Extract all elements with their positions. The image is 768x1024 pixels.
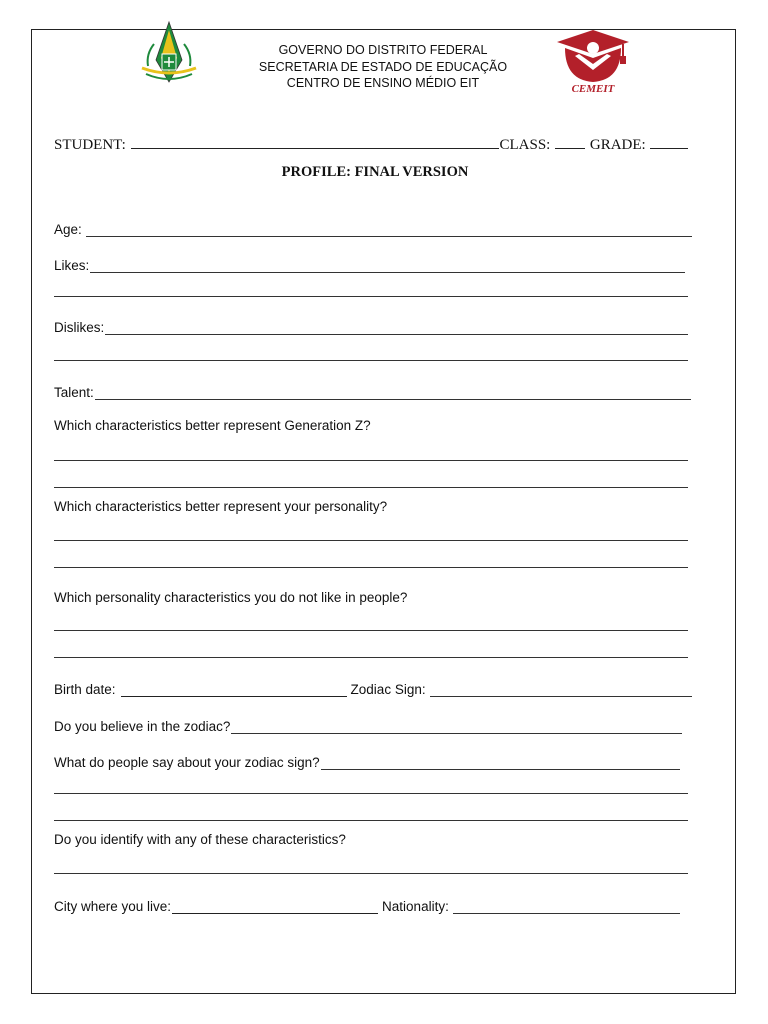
believe-zodiac-field[interactable] — [231, 720, 682, 734]
believe-zodiac-row — [54, 716, 682, 734]
generation-z-answer-line-1[interactable] — [54, 460, 688, 461]
header-line-2: SECRETARIA DE ESTADO DE EDUCAÇÃO — [258, 59, 508, 74]
people-say-zodiac-label: What do people say about your zodiac sign? — [54, 755, 320, 770]
zodiac-sign-field[interactable] — [430, 683, 692, 697]
zodiac-sign-label: Zodiac Sign: — [350, 682, 426, 697]
header-line-1: GOVERNO DO DISTRITO FEDERAL — [278, 43, 488, 57]
personality-answer-line-1[interactable] — [54, 540, 688, 541]
age-row — [54, 219, 692, 237]
dislikes-row — [54, 317, 688, 335]
people-say-answer-line-2[interactable] — [54, 820, 688, 821]
class-field[interactable] — [555, 136, 585, 149]
question-personality: Which characteristics better represent your personality? — [54, 499, 388, 514]
nationality-field[interactable] — [453, 900, 680, 914]
dislike-people-answer-line-2[interactable] — [54, 657, 688, 658]
birth-date-field[interactable] — [121, 684, 347, 697]
age-field[interactable] — [86, 223, 692, 237]
form-title: PROFILE: FINAL VERSION — [281, 164, 469, 180]
gdf-coat-of-arms-logo — [138, 20, 200, 90]
believe-zodiac-label: Do you believe in the zodiac? — [54, 719, 231, 734]
city-label: City where you live: — [54, 899, 172, 914]
class-label: CLASS: — [499, 137, 551, 153]
city-field[interactable] — [172, 901, 378, 914]
cemeit-logo-text: CEMEIT — [571, 83, 615, 94]
age-label: Age: — [54, 222, 82, 237]
likes-extra-line[interactable] — [54, 296, 688, 297]
cemeit-logo — [553, 26, 633, 94]
question-dislike-people: Which personality characteristics you do not like in people? — [54, 590, 408, 605]
student-name-field[interactable] — [131, 136, 499, 149]
dislikes-label: Dislikes: — [54, 320, 105, 335]
birth-date-label: Birth date: — [54, 682, 116, 697]
talent-label: Talent: — [54, 385, 94, 400]
talent-row — [54, 382, 691, 400]
likes-row — [54, 255, 685, 273]
header-line-3: CENTRO DE ENSINO MÉDIO EIT — [286, 76, 480, 90]
dislikes-extra-line[interactable] — [54, 360, 688, 361]
identify-answer-line[interactable] — [54, 873, 688, 874]
generation-z-answer-line-2[interactable] — [54, 487, 688, 488]
people-say-zodiac-field[interactable] — [321, 756, 680, 770]
institution-header — [230, 42, 536, 92]
talent-field[interactable] — [95, 386, 691, 400]
nationality-label: Nationality: — [382, 899, 449, 914]
likes-field[interactable] — [90, 259, 685, 273]
people-say-answer-line-1[interactable] — [54, 793, 688, 794]
question-generation-z: Which characteristics better represent Generation Z? — [54, 418, 371, 433]
dislike-people-answer-line-1[interactable] — [54, 630, 688, 631]
dislikes-field[interactable] — [105, 321, 688, 335]
grade-field[interactable] — [650, 136, 688, 149]
personality-answer-line-2[interactable] — [54, 567, 688, 568]
student-info-row — [54, 136, 699, 154]
people-say-zodiac-row — [54, 752, 680, 770]
city-nationality-row — [54, 896, 680, 914]
student-label: STUDENT: — [54, 137, 126, 153]
likes-label: Likes: — [54, 258, 90, 273]
question-identify: Do you identify with any of these characteristics? — [54, 832, 346, 847]
birth-zodiac-row — [54, 679, 692, 697]
grade-label: GRADE: — [589, 137, 646, 153]
